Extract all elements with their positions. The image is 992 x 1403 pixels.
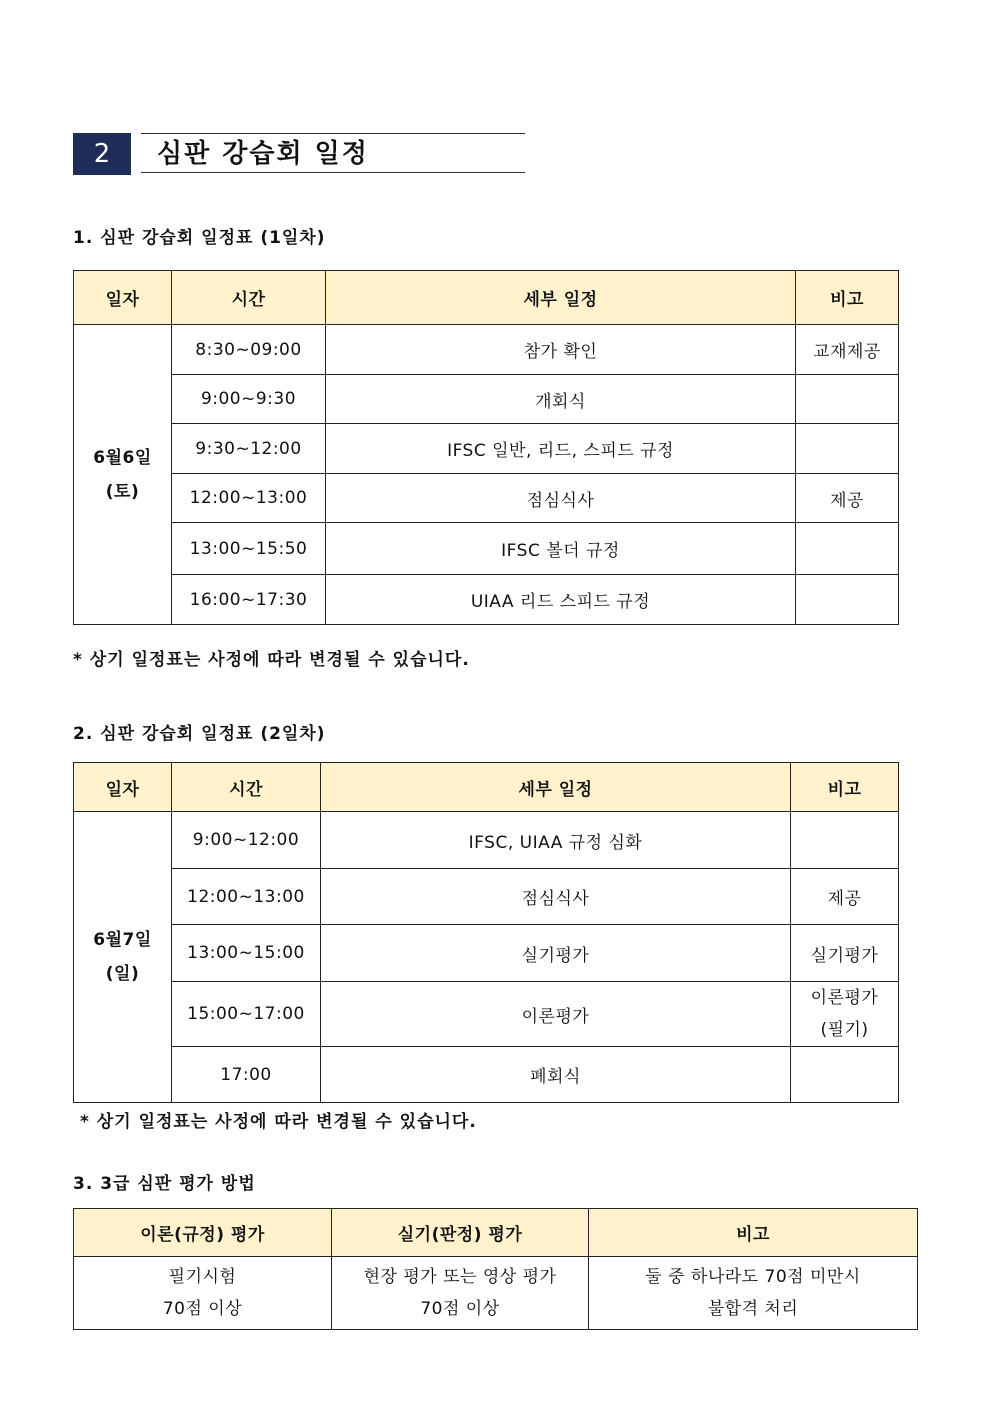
header-time: 시간 bbox=[172, 271, 326, 325]
header-date: 일자 bbox=[74, 271, 172, 325]
note-cell: 교재제공 bbox=[796, 325, 899, 375]
detail-cell: 이론평가 bbox=[321, 982, 791, 1047]
table-row bbox=[74, 1257, 918, 1330]
table-header-row bbox=[74, 271, 899, 325]
note-cell bbox=[791, 982, 899, 1047]
practical-cell bbox=[332, 1257, 589, 1330]
time-cell: 13:00~15:50 bbox=[172, 523, 326, 575]
time-cell: 16:00~17:30 bbox=[172, 575, 326, 625]
time-cell: 13:00~15:00 bbox=[172, 925, 321, 982]
note-cell: 제공 bbox=[796, 474, 899, 523]
header-practical: 실기(판정) 평가 bbox=[332, 1209, 589, 1257]
day2-heading: 2. 심판 강습회 일정표 (2일차) bbox=[73, 724, 326, 744]
evaluation-table bbox=[73, 1208, 918, 1330]
header-theory: 이론(규정) 평가 bbox=[74, 1209, 332, 1257]
time-cell: 9:00~9:30 bbox=[172, 375, 326, 424]
header-note: 비고 bbox=[796, 271, 899, 325]
note-cell bbox=[791, 1047, 899, 1103]
table-row bbox=[74, 424, 899, 474]
note-cell bbox=[791, 812, 899, 869]
note-cell bbox=[589, 1257, 918, 1330]
day2-footnote: * 상기 일정표는 사정에 따라 변경될 수 있습니다. bbox=[80, 1112, 477, 1132]
table-row bbox=[74, 869, 899, 925]
time-cell: 17:00 bbox=[172, 1047, 321, 1103]
section-number: 2 bbox=[73, 133, 131, 175]
table-row bbox=[74, 523, 899, 575]
section-header bbox=[73, 133, 525, 175]
time-cell: 15:00~17:00 bbox=[172, 982, 321, 1047]
time-cell: 8:30~09:00 bbox=[172, 325, 326, 375]
detail-cell: 참가 확인 bbox=[326, 325, 796, 375]
cell-line-2: 70점 이상 bbox=[420, 1299, 500, 1319]
day1-schedule-table bbox=[73, 270, 899, 625]
cell-line-1: 필기시험 bbox=[168, 1267, 237, 1287]
date-weekday: (일) bbox=[105, 964, 140, 984]
table-row bbox=[74, 474, 899, 523]
table-row bbox=[74, 1047, 899, 1103]
detail-cell: 폐회식 bbox=[321, 1047, 791, 1103]
detail-cell: 실기평가 bbox=[321, 925, 791, 982]
header-detail: 세부 일정 bbox=[321, 763, 791, 812]
detail-cell: UIAA 리드 스피드 규정 bbox=[326, 575, 796, 625]
detail-cell: 개회식 bbox=[326, 375, 796, 424]
note-cell bbox=[796, 523, 899, 575]
table-row bbox=[74, 375, 899, 424]
header-note: 비고 bbox=[791, 763, 899, 812]
note-cell bbox=[796, 424, 899, 474]
cell-line-2: 70점 이상 bbox=[162, 1299, 243, 1319]
day2-schedule-table bbox=[73, 762, 899, 1103]
table-header-row bbox=[74, 763, 899, 812]
section-title: 심판 강습회 일정 bbox=[141, 133, 525, 173]
note-cell bbox=[796, 375, 899, 424]
note-cell bbox=[796, 575, 899, 625]
header-detail: 세부 일정 bbox=[326, 271, 796, 325]
detail-cell: 점심식사 bbox=[326, 474, 796, 523]
date-weekday: (토) bbox=[105, 481, 140, 502]
table-row bbox=[74, 812, 899, 869]
header-note: 비고 bbox=[589, 1209, 918, 1257]
header-time: 시간 bbox=[172, 763, 321, 812]
table-header-row bbox=[74, 1209, 918, 1257]
time-cell: 9:30~12:00 bbox=[172, 424, 326, 474]
theory-cell bbox=[74, 1257, 332, 1330]
table-row bbox=[74, 925, 899, 982]
date-day: 6월7일 bbox=[93, 930, 152, 950]
note-line-1: 이론평가 bbox=[810, 988, 879, 1008]
date-cell bbox=[74, 325, 172, 625]
note-cell: 실기평가 bbox=[791, 925, 899, 982]
time-cell: 12:00~13:00 bbox=[172, 869, 321, 925]
detail-cell: IFSC 일반, 리드, 스피드 규정 bbox=[326, 424, 796, 474]
table-row bbox=[74, 982, 899, 1047]
day1-footnote: * 상기 일정표는 사정에 따라 변경될 수 있습니다. bbox=[73, 650, 470, 670]
date-day: 6월6일 bbox=[93, 447, 152, 468]
note-line-2: (필기) bbox=[820, 1020, 869, 1040]
table-row bbox=[74, 325, 899, 375]
day1-heading: 1. 심판 강습회 일정표 (1일차) bbox=[73, 228, 326, 248]
date-cell bbox=[74, 812, 172, 1103]
detail-cell: 점심식사 bbox=[321, 869, 791, 925]
cell-line-1: 둘 중 하나라도 70점 미만시 bbox=[645, 1267, 861, 1287]
detail-cell: IFSC 볼더 규정 bbox=[326, 523, 796, 575]
detail-cell: IFSC, UIAA 규정 심화 bbox=[321, 812, 791, 869]
cell-line-2: 불합격 처리 bbox=[707, 1299, 799, 1319]
evaluation-heading: 3. 3급 심판 평가 방법 bbox=[73, 1174, 256, 1194]
header-date: 일자 bbox=[74, 763, 172, 812]
note-cell: 제공 bbox=[791, 869, 899, 925]
time-cell: 9:00~12:00 bbox=[172, 812, 321, 869]
time-cell: 12:00~13:00 bbox=[172, 474, 326, 523]
cell-line-1: 현장 평가 또는 영상 평가 bbox=[363, 1267, 557, 1287]
table-row bbox=[74, 575, 899, 625]
